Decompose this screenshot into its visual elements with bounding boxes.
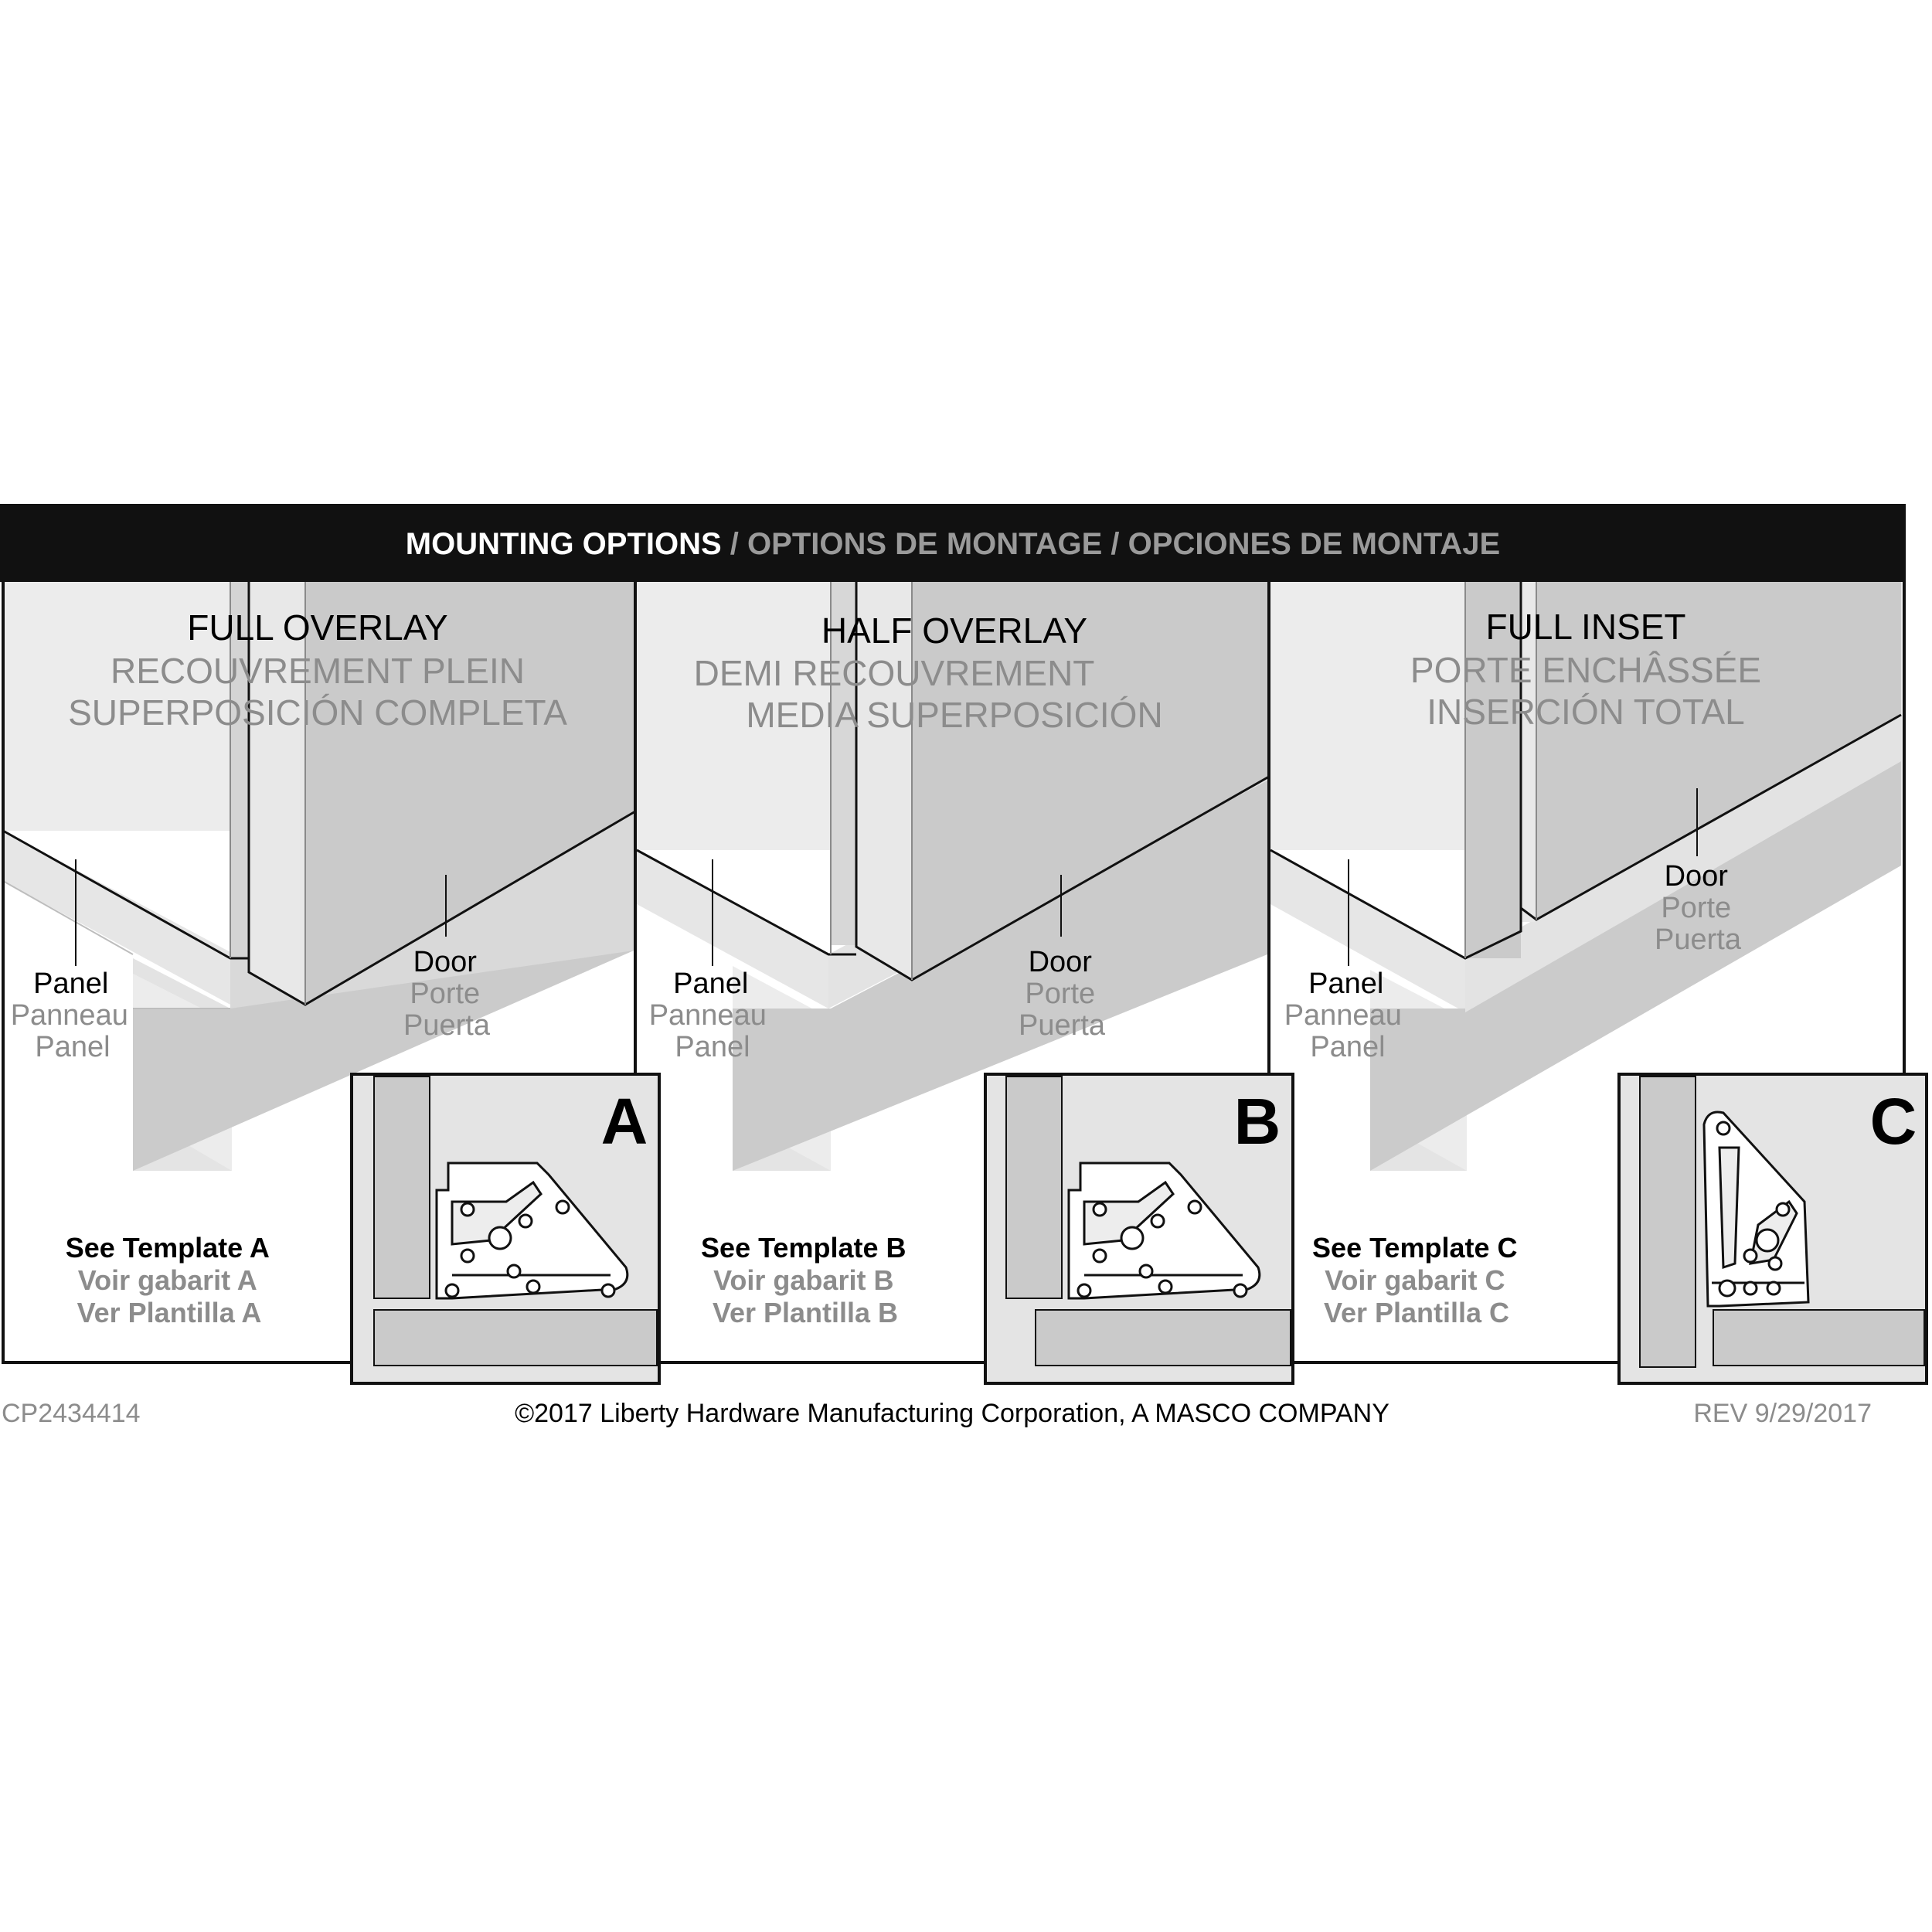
header-title-es: OPCIONES DE MONTAJE [1128,527,1501,561]
title-es: INSERCIÓN TOTAL [1427,692,1745,732]
part-code: CP2434414 [2,1399,141,1428]
template-letter: A [600,1085,648,1158]
door-label: Door Porte Puerta [1655,860,1741,956]
see-template: See Template B Voir gabarit B Ver Plantilla B [701,1232,906,1328]
title-es: MEDIA SUPERPOSICIÓN [746,695,1163,735]
template-box-a [352,1074,659,1383]
see-template: See Template A Voir gabarit A Ver Plantilla A [65,1232,270,1328]
panel-label: Panel Panneau Panel [1284,968,1402,1063]
title-en: FULL OVERLAY [187,607,448,648]
copyright: ©2017 Liberty Hardware Manufacturing Corporation, A MASCO COMPANY [515,1399,1389,1428]
title-es: SUPERPOSICIÓN COMPLETA [68,692,567,733]
title-fr: RECOUVREMENT PLEIN [111,651,525,691]
revision-date: REV 9/29/2017 [1693,1399,1872,1428]
template-box-c [1619,1074,1927,1383]
title-fr: PORTE ENCHÂSSÉE [1410,650,1762,690]
title-en: HALF OVERLAY [821,611,1088,651]
template-letter: B [1233,1085,1281,1158]
door-label: Door Porte Puerta [1019,946,1105,1042]
title-fr: DEMI RECOUVREMENT [693,653,1095,693]
see-template: See Template C Voir gabarit C Ver Plantilla C [1312,1232,1518,1328]
title-en: FULL INSET [1485,607,1686,647]
header-title-en: MOUNTING OPTIONS [405,527,722,561]
panel-label: Panel Panneau Panel [10,968,128,1063]
header-title: MOUNTING OPTIONS / OPTIONS DE MONTAGE / OPCIONES DE MONTAJE [405,527,1501,561]
panel-label: Panel Panneau Panel [648,968,767,1063]
header-title-fr: OPTIONS DE MONTAGE [747,527,1103,561]
template-box-b [985,1074,1293,1383]
template-letter: C [1869,1085,1917,1158]
door-label: Door Porte Puerta [403,946,490,1042]
